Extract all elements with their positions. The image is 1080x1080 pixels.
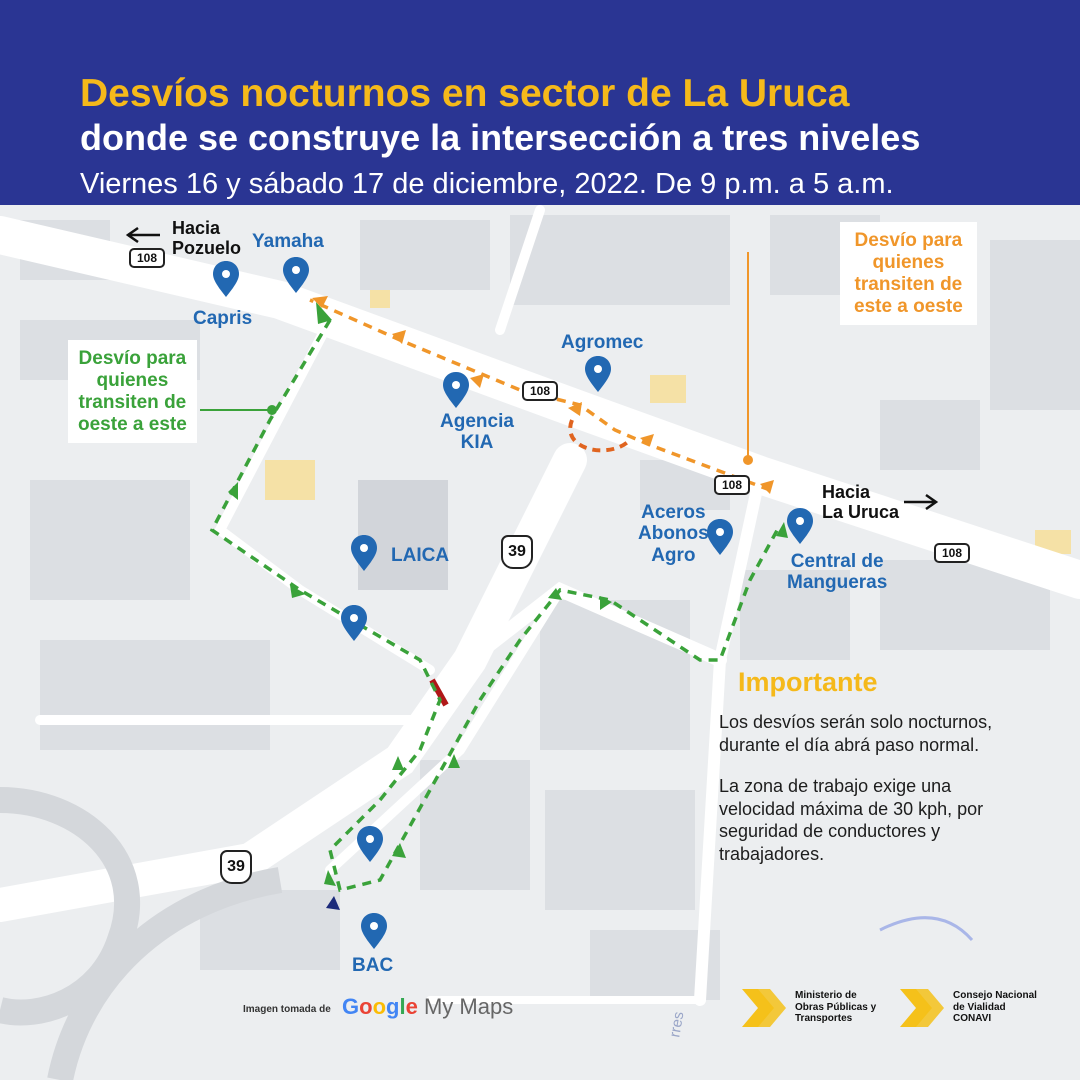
title-line-1: Desvíos nocturnos en sector de La Uruca bbox=[80, 72, 850, 115]
logo-letter: g bbox=[386, 994, 400, 1019]
important-heading: Importante bbox=[738, 667, 878, 697]
image-credit: Imagen tomada de bbox=[243, 1004, 331, 1015]
detour-label-dot-green bbox=[267, 405, 277, 415]
route-108-shield: 108 bbox=[129, 248, 165, 268]
header-banner bbox=[0, 0, 1080, 205]
route-39-shield: 39 bbox=[501, 535, 533, 569]
route-39-shield: 39 bbox=[220, 850, 252, 884]
conavi-logo-icon bbox=[898, 985, 948, 1031]
logo-letter: o bbox=[359, 994, 373, 1019]
street-label: rres bbox=[666, 1010, 688, 1039]
date-subtitle: Viernes 16 y sábado 17 de diciembre, 2022. De 9 p.m. a 5 a.m. bbox=[80, 168, 894, 200]
google-my-maps-logo bbox=[342, 994, 513, 1020]
mopt-logo-text: Ministerio de Obras Públicas y Transportes bbox=[795, 990, 877, 1024]
detour-label-west-east: Desvío para quienes transiten de oeste a este bbox=[68, 340, 197, 443]
place-central-mangueras: Central de Mangueras bbox=[787, 551, 888, 594]
logo-letter: l bbox=[399, 994, 406, 1019]
conavi-logo-text: Consejo Nacional de Vialidad CONAVI bbox=[953, 990, 1037, 1024]
map-canvas bbox=[0, 205, 1080, 1080]
logo-letter: G bbox=[342, 994, 360, 1019]
logo-letter: o bbox=[372, 994, 387, 1019]
direction-label-east: Hacia La Uruca bbox=[822, 482, 900, 523]
mopt-logo-icon bbox=[740, 985, 790, 1031]
note-night-only: Los desvíos serán solo nocturnos, durante el día abrá paso normal. bbox=[719, 712, 993, 755]
detour-label-dot-orange bbox=[743, 455, 753, 465]
route-108-shield: 108 bbox=[714, 475, 750, 495]
place-aceros-abonos-agro: Aceros Abonos Agro bbox=[638, 502, 709, 566]
title-line-2: donde se construye la intersección a tres niveles bbox=[80, 117, 921, 158]
logo-letter: e bbox=[405, 994, 418, 1019]
detour-label-east-west: Desvío para quienes transiten de este a oeste bbox=[840, 222, 977, 325]
logo-mymaps: My Maps bbox=[417, 994, 514, 1019]
route-108-shield: 108 bbox=[934, 543, 970, 563]
place-agromec: Agromec bbox=[561, 332, 644, 353]
laica-building bbox=[358, 480, 448, 590]
place-agencia-kia: Agencia KIA bbox=[440, 411, 514, 454]
place-laica: LAICA bbox=[391, 545, 450, 566]
place-yamaha: Yamaha bbox=[252, 231, 324, 252]
note-speed-limit: La zona de trabajo exige una velocidad máxima de 30 kph, por seguridad de conductores y trabajadores. bbox=[719, 776, 984, 864]
place-bac: BAC bbox=[352, 955, 394, 976]
route-108-shield: 108 bbox=[522, 381, 558, 401]
place-capris: Capris bbox=[193, 308, 253, 329]
direction-label-west: Hacia Pozuelo bbox=[172, 218, 242, 259]
